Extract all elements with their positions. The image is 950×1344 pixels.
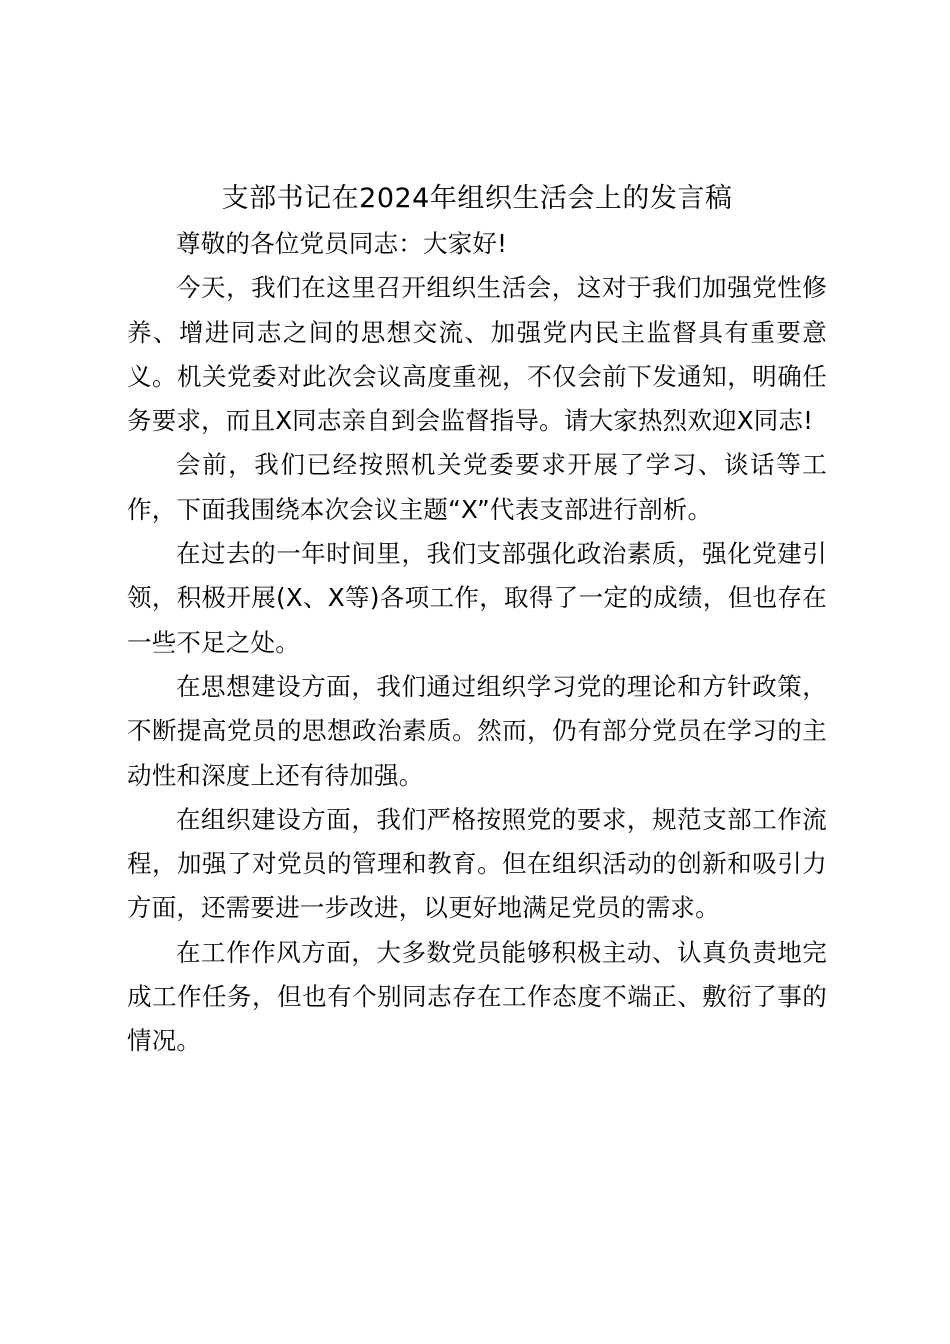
opening-paragraph: 今天，我们在这里召开组织生活会，这对于我们加强党性修养、增进同志之间的思想交流、加强党内民主监督具有重要意义。机关党委对此次会议高度重视，不仅会前下发通知，明确任务要求，而且X同志亲自到会监督指导。请大家热烈欢迎X同志! bbox=[127, 273, 827, 436]
work-style-paragraph: 在工作作风方面，大多数党员能够积极主动、认真负责地完成工作任务，但也有个别同志存在工作态度不端正、敷衍了事的情况。 bbox=[127, 937, 827, 1056]
preparation-paragraph: 会前，我们已经按照机关党委要求开展了学习、谈话等工作，下面我围绕本次会议主题“X”代表支部进行剖析。 bbox=[127, 450, 827, 524]
summary-paragraph: 在过去的一年时间里，我们支部强化政治素质，强化党建引领，积极开展(X、X等)各项工作，取得了一定的成绩，但也存在一些不足之处。 bbox=[127, 539, 827, 657]
ideological-building-paragraph: 在思想建设方面，我们通过组织学习党的理论和方针政策，不断提高党员的思想政治素质。然而，仍有部分党员在学习的主动性和深度上还有待加强。 bbox=[127, 671, 827, 790]
greeting-paragraph: 尊敬的各位党员同志：大家好! bbox=[176, 229, 508, 258]
document-title: 支部书记在2024年组织生活会上的发言稿 bbox=[221, 183, 733, 214]
document-body bbox=[127, 176, 827, 1064]
organizational-building-paragraph: 在组织建设方面，我们严格按照党的要求，规范支部工作流程，加强了对党员的管理和教育。但在组织活动的创新和吸引力方面，还需要进一步改进，以更好地满足党员的需求。 bbox=[127, 804, 827, 923]
